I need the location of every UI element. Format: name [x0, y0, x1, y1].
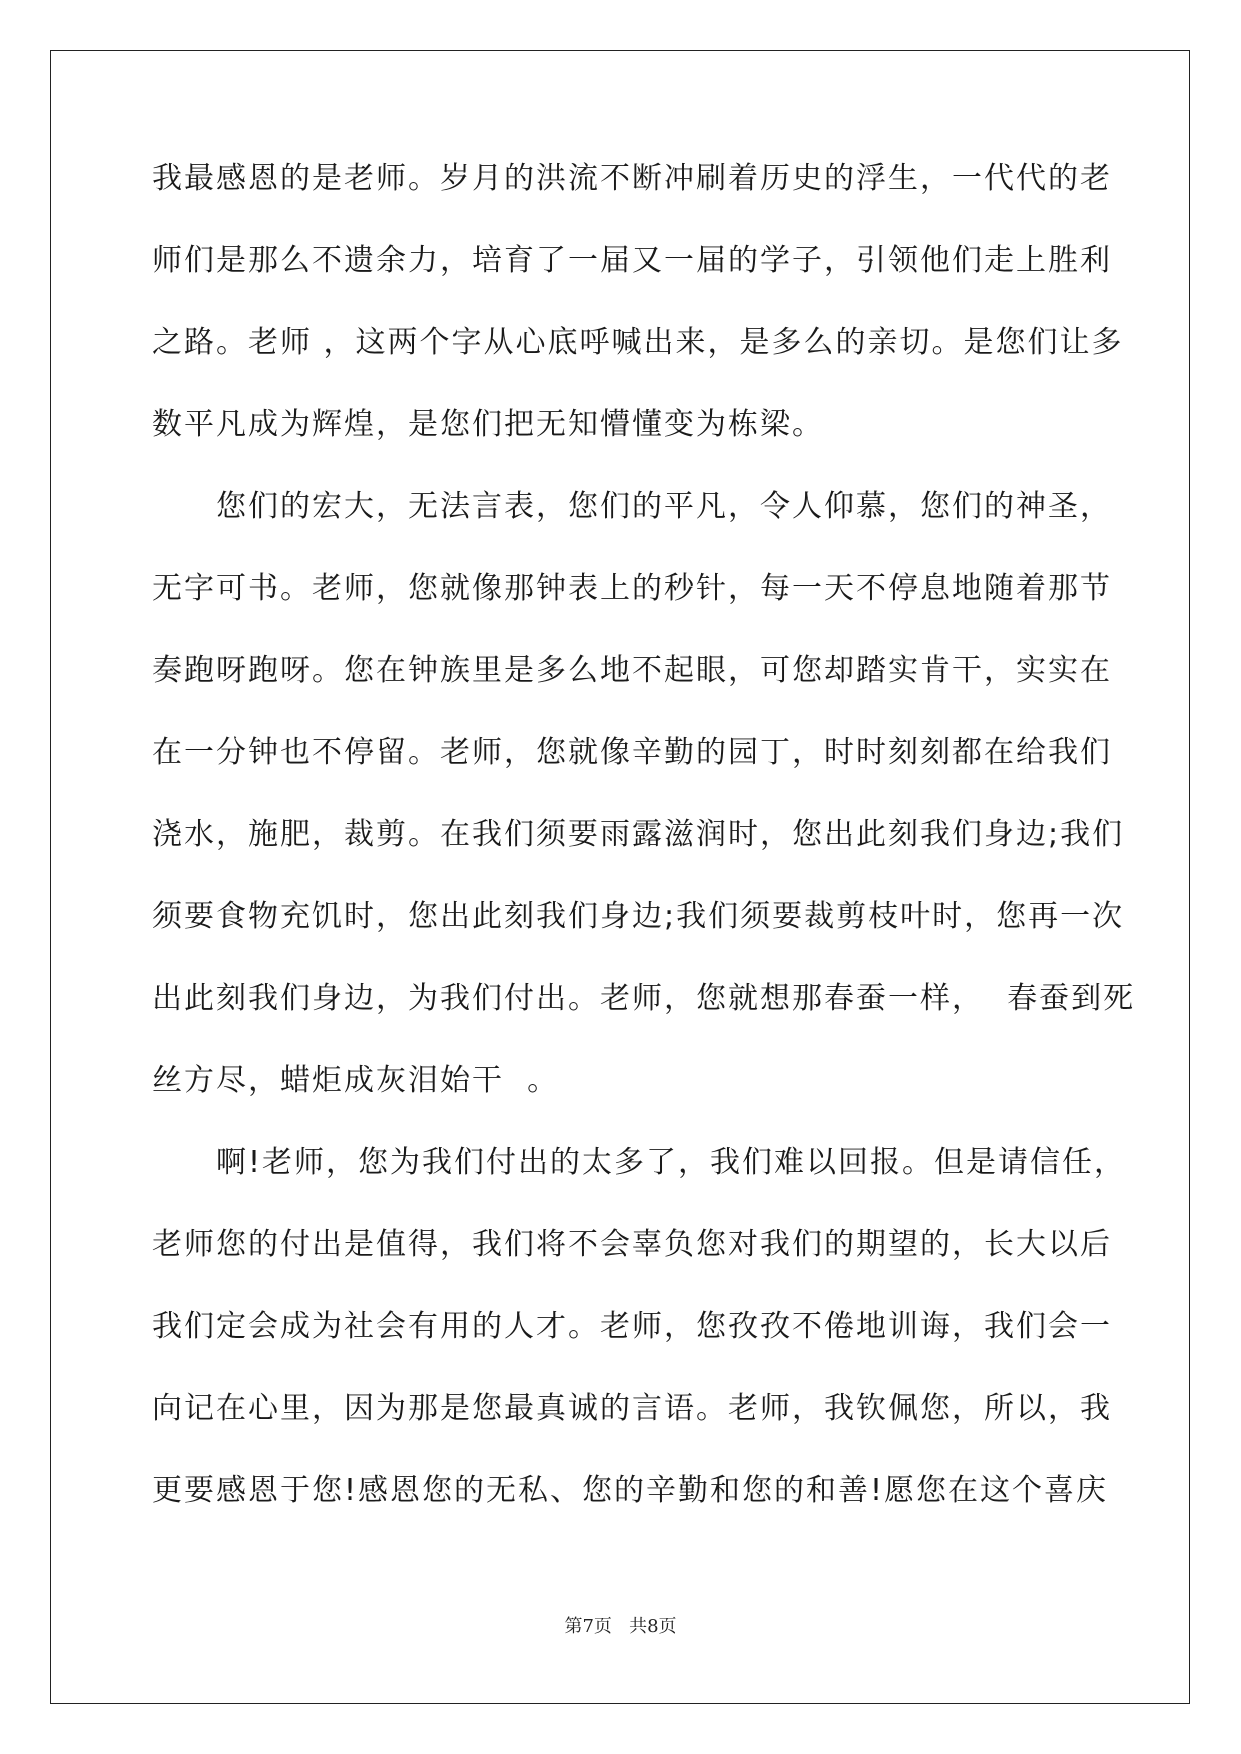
- text-line: 无字可书。老师，您就像那钟表上的秒针，每一天不停息地随着那节: [152, 571, 1112, 606]
- text-line: 师们是那么不遗余力，培育了一届又一届的学子，引领他们走上胜利: [152, 243, 1112, 278]
- text-line: 我们定会成为社会有用的人才。老师，您孜孜不倦地训诲，我们会一: [152, 1309, 1112, 1344]
- text-line: 您们的宏大，无法言表，您们的平凡，令人仰慕，您们的神圣，: [152, 489, 1112, 524]
- text-line: 更要感恩于您!感恩您的无私、您的辛勤和您的和善!愿您在这个喜庆: [152, 1473, 1109, 1508]
- page-footer: 第7页 共8页: [564, 1616, 677, 1637]
- text-line: 老师您的付出是值得，我们将不会辜负您对我们的期望的，长大以后: [152, 1227, 1112, 1262]
- text-line: 须要食物充饥时，您出此刻我们身边;我们须要裁剪枝叶时，您再一次: [152, 899, 1125, 934]
- document-body: [152, 159, 1136, 1553]
- text-line: 向记在心里，因为那是您最真诚的言语。老师，我钦佩您，所以，我: [152, 1391, 1112, 1426]
- text-line: 出此刻我们身边，为我们付出。老师，您就想那春蚕一样， 春蚕到死: [152, 981, 1136, 1016]
- text-line: 之路。老师 ，这两个字从心底呼喊出来，是多么的亲切。是您们让多: [152, 325, 1124, 360]
- text-line: 在一分钟也不停留。老师，您就像辛勤的园丁，时时刻刻都在给我们: [152, 735, 1112, 770]
- text-line: 数平凡成为辉煌，是您们把无知懵懂变为栋梁。: [152, 407, 824, 442]
- text-line: 丝方尽，蜡炬成灰泪始干 。: [152, 1063, 560, 1098]
- text-line: 我最感恩的是老师。岁月的洪流不断冲刷着历史的浮生，一代代的老: [152, 161, 1112, 196]
- text-line: 奏跑呀跑呀。您在钟族里是多么地不起眼，可您却踏实肯干，实实在: [152, 653, 1112, 688]
- text-line: 浇水，施肥，裁剪。在我们须要雨露滋润时，您出此刻我们身边;我们: [152, 817, 1125, 852]
- text-line: 啊!老师，您为我们付出的太多了，我们难以回报。但是请信任，: [152, 1145, 1127, 1180]
